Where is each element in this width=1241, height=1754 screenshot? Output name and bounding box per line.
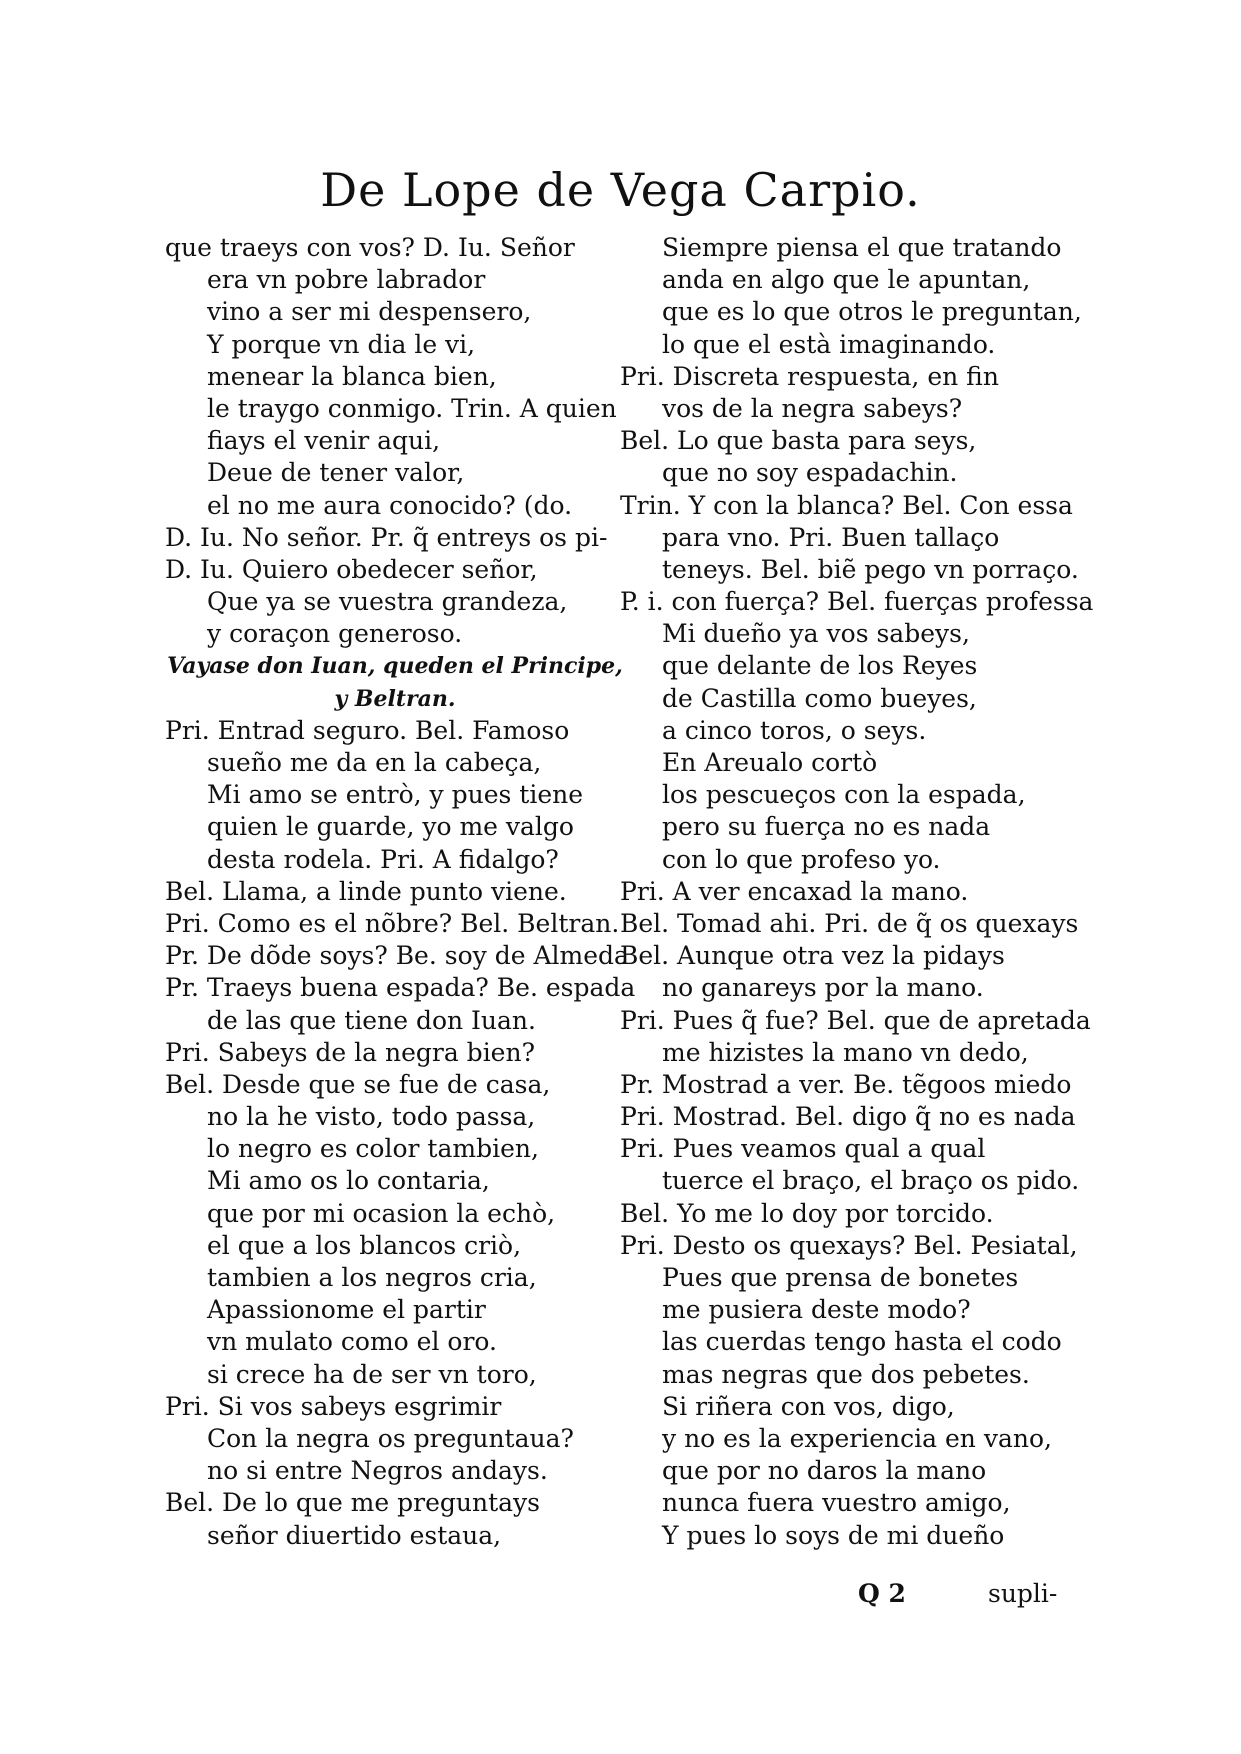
- verse-line: pero su fuerça no es nada: [662, 812, 991, 842]
- verse-line: mas negras que dos pebetes.: [662, 1359, 1030, 1389]
- verse-line: Bel. De lo que me preguntays: [165, 1488, 540, 1518]
- verse-line: vino a ser mi despensero,: [207, 297, 532, 327]
- verse-line: Bel. Desde que se fue de casa,: [165, 1069, 551, 1099]
- verse-line: Mi dueño ya vos sabeys,: [662, 619, 970, 649]
- verse-line: me hizistes la mano vn dedo,: [662, 1037, 1029, 1067]
- signature-mark: Q 2: [858, 1579, 906, 1608]
- verse-line: para vno. Pri. Buen tallaço: [662, 522, 1000, 552]
- verse-line: señor diuertido estaua,: [207, 1520, 502, 1550]
- verse-line: Que ya se vuestra grandeza,: [207, 587, 568, 617]
- verse-line: de las que tiene don Iuan.: [207, 1005, 536, 1035]
- verse-line: Y porque vn dia le vi,: [207, 329, 476, 359]
- verse-line: tuerce el braço, el braço os pido.: [662, 1166, 1080, 1196]
- verse-line: y coraçon generoso.: [207, 619, 463, 649]
- verse-line: que no soy espadachin.: [662, 458, 958, 488]
- verse-line: Y pues lo soys de mi dueño: [662, 1520, 1005, 1550]
- verse-line: Si riñera con vos, digo,: [662, 1391, 955, 1421]
- verse-line: los pescueços con la espada,: [662, 780, 1026, 810]
- verse-line: Siempre piensa el que tratando: [662, 233, 1062, 262]
- right-column: [620, 232, 1094, 1552]
- verse-line: de Castilla como bueyes,: [662, 683, 977, 713]
- verse-line: Pri. Entrad seguro. Bel. Famoso: [165, 715, 570, 745]
- verse-line: Pri. Si vos sabeys esgrimir: [165, 1391, 502, 1421]
- verse-line: Bel. Llama, a linde punto viene.: [165, 876, 567, 906]
- verse-line: menear la blanca bien,: [207, 361, 497, 391]
- verse-line: Mi amo se entrò, y pues tiene: [207, 780, 584, 810]
- verse-line: que por mi ocasion la echò,: [207, 1198, 556, 1228]
- verse-line: con lo que profeso yo.: [662, 844, 941, 874]
- verse-line: sueño me da en la cabeça,: [207, 748, 542, 777]
- verse-line: Pri. Discreta respuesta, en fin: [620, 361, 999, 391]
- verse-line: si crece ha de ser vn toro,: [207, 1359, 537, 1389]
- verse-line: Bel. Tomad ahi. Pri. de q̃ os quexays: [620, 908, 1079, 938]
- verse-line: Pr. Mostrad a ver. Be. tẽgoos miedo: [620, 1069, 1072, 1099]
- verse-line: Pr. De dõde soys? Be. soy de Almeda: [165, 941, 629, 971]
- running-header: De Lope de Vega Carpio.: [320, 163, 921, 217]
- verse-line: Pr. Traeys buena espada? Be. espada: [165, 973, 636, 1003]
- verse-line: Pri. Mostrad. Bel. digo q̃ no es nada: [620, 1102, 1076, 1132]
- verse-line: Bel. Lo que basta para seys,: [620, 426, 977, 456]
- verse-line: no si entre Negros andays.: [207, 1456, 548, 1486]
- verse-line: nunca fuera vuestro amigo,: [662, 1488, 1011, 1518]
- verse-line: no la he visto, todo passa,: [207, 1102, 536, 1132]
- verse-line: Bel. Yo me lo doy por torcido.: [620, 1198, 994, 1228]
- verse-line: era vn pobre labrador: [207, 265, 486, 295]
- verse-line: Apassionome el partir: [207, 1295, 486, 1325]
- verse-line: las cuerdas tengo hasta el codo: [662, 1327, 1062, 1357]
- verse-line: vn mulato como el oro.: [207, 1327, 497, 1357]
- verse-line: quien le guarde, yo me valgo: [207, 812, 574, 842]
- verse-line: Mi amo os lo contaria,: [207, 1166, 490, 1196]
- verse-line: Pri. Pues q̃ fue? Bel. que de apretada: [620, 1005, 1091, 1035]
- verse-line: teneys. Bel. biẽ pego vn porraço.: [662, 554, 1079, 584]
- verse-line: que por no daros la mano: [662, 1456, 987, 1486]
- verse-line: Deue de tener valor,: [207, 458, 465, 488]
- verse-line: Vayase don Iuan, queden el Principe,: [167, 653, 623, 680]
- verse-line: vos de la negra sabeys?: [662, 393, 963, 423]
- verse-line: Pri. A ver encaxad la mano.: [620, 876, 969, 906]
- verse-line: el no me aura conocido? (do.: [207, 490, 573, 520]
- verse-line: que delante de los Reyes: [662, 651, 978, 681]
- verse-line: Bel. Aunque otra vez la pidays: [620, 941, 1005, 971]
- verse-line: Pri. Desto os quexays? Bel. Pesiatal,: [620, 1230, 1078, 1260]
- verse-line: le traygo conmigo. Trin. A quien: [207, 393, 617, 423]
- verse-line: Pri. Sabeys de la negra bien?: [165, 1037, 535, 1067]
- verse-line: lo negro es color tambien,: [207, 1134, 539, 1164]
- verse-line: lo que el està imaginando.: [662, 329, 996, 359]
- verse-line: desta rodela. Pri. A fidalgo?: [207, 844, 559, 874]
- verse-line: me pusiera deste modo?: [662, 1295, 971, 1325]
- verse-line: que traeys con vos? D. Iu. Señor: [165, 233, 575, 262]
- verse-line: tambien a los negros cria,: [207, 1263, 537, 1292]
- verse-line: no ganareys por la mano.: [662, 973, 984, 1003]
- verse-line: Con la negra os preguntaua?: [207, 1423, 574, 1453]
- verse-line: P. i. con fuerça? Bel. fuerças professa: [620, 587, 1094, 617]
- verse-line: Pues que prensa de bonetes: [662, 1263, 1019, 1292]
- verse-line: D. Iu. Quiero obedecer señor,: [165, 554, 538, 584]
- verse-line: y no es la experiencia en vano,: [662, 1423, 1052, 1453]
- verse-line: Pri. Pues veamos qual a qual: [620, 1134, 986, 1164]
- verse-line: Trin. Y con la blanca? Bel. Con essa: [620, 490, 1073, 520]
- verse-line: En Areualo cortò: [662, 748, 878, 777]
- verse-line: D. Iu. No señor. Pr. q̃ entreys os pi-: [165, 522, 608, 552]
- verse-line: a cinco toros, o seys.: [662, 715, 927, 745]
- catchword: supli-: [988, 1579, 1058, 1608]
- verse-line: y Beltran.: [334, 685, 456, 712]
- verse-line: Pri. Como es el nõbre? Bel. Beltran.: [165, 908, 620, 938]
- verse-line: anda en algo que le apuntan,: [662, 265, 1031, 295]
- verse-line: fiays el venir aqui,: [207, 426, 441, 456]
- verse-line: el que a los blancos criò,: [207, 1230, 522, 1260]
- verse-line: que es lo que otros le preguntan,: [662, 297, 1082, 327]
- left-column: [165, 232, 636, 1552]
